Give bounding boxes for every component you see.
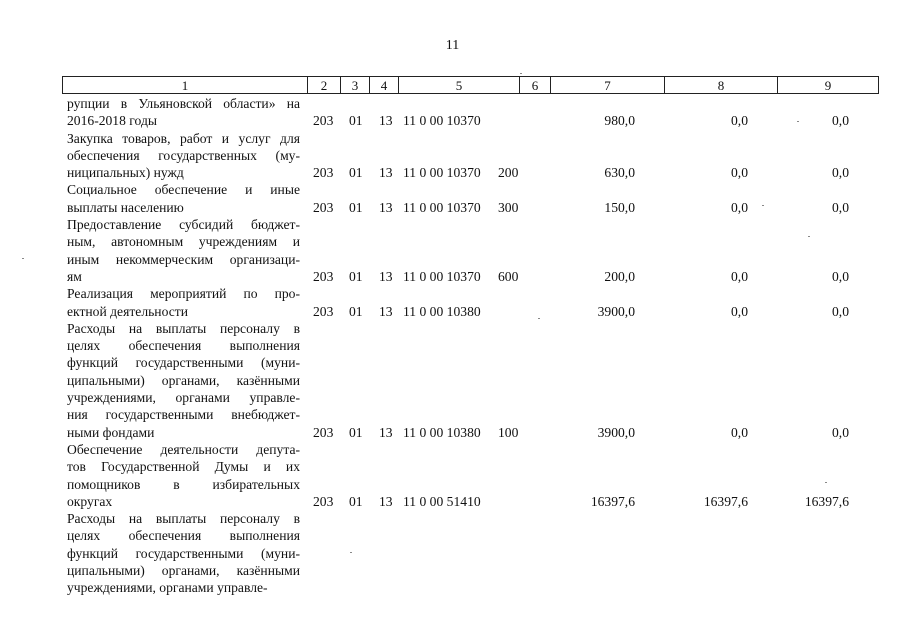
ministry-code: 203	[313, 199, 334, 215]
section-code: 01	[349, 493, 363, 509]
ministry-code: 203	[313, 113, 334, 129]
scan-speck	[808, 236, 810, 237]
description-line: Социальное обеспечение и иные	[67, 182, 300, 198]
target-article-code: 11 0 00 10370	[403, 268, 481, 284]
scan-speck	[350, 552, 352, 553]
section-code: 01	[349, 113, 363, 129]
amount-col-7: 200,0	[604, 268, 635, 284]
description-line: Закупка товаров, работ и услуг для	[67, 130, 300, 146]
description-line: ям	[67, 268, 82, 284]
subsection-code: 13	[379, 165, 393, 181]
amount-col-8: 0,0	[731, 303, 748, 319]
header-col-7: 7	[551, 77, 665, 94]
row-codes	[0, 424, 905, 441]
ministry-code: 203	[313, 493, 334, 509]
table-row	[0, 285, 905, 320]
expense-type-code: 600	[498, 268, 519, 284]
description-line: 2016-2018 годы	[67, 113, 157, 129]
header-col-9: 9	[778, 77, 879, 94]
row-codes	[0, 303, 905, 320]
subsection-code: 13	[379, 199, 393, 215]
expense-type-code: 200	[498, 165, 519, 181]
subsection-code: 13	[379, 493, 393, 509]
target-article-code: 11 0 00 10380	[403, 303, 481, 319]
description-line: обеспечения государственных (му-	[67, 147, 300, 163]
section-code: 01	[349, 303, 363, 319]
subsection-code: 13	[379, 424, 393, 440]
amount-col-7: 150,0	[604, 199, 635, 215]
scan-speck	[22, 258, 24, 259]
header-col-4: 4	[370, 77, 399, 94]
expense-type-code: 100	[498, 424, 519, 440]
amount-col-7: 16397,6	[590, 493, 635, 509]
amount-col-7: 3900,0	[597, 424, 635, 440]
amount-col-8: 16397,6	[703, 493, 748, 509]
section-code: 01	[349, 199, 363, 215]
budget-table-body	[0, 95, 905, 597]
row-codes	[0, 199, 905, 216]
amount-col-9: 0,0	[832, 268, 849, 284]
amount-col-7: 980,0	[604, 113, 635, 129]
table-row	[0, 130, 905, 182]
header-col-1: 1	[63, 77, 308, 94]
ministry-code: 203	[313, 303, 334, 319]
scan-speck	[520, 73, 522, 74]
ministry-code: 203	[313, 424, 334, 440]
header-col-6: 6	[520, 77, 551, 94]
scan-speck	[825, 482, 827, 483]
description-line: Реализация мероприятий по про-	[67, 286, 300, 302]
description-line: функций государственными (муни-	[67, 355, 300, 371]
table-row	[0, 320, 905, 441]
subsection-code: 13	[379, 303, 393, 319]
description-line: целях обеспечения выполнения	[67, 338, 300, 354]
amount-col-8: 0,0	[731, 424, 748, 440]
scan-speck	[797, 121, 799, 122]
target-article-code: 11 0 00 10380	[403, 424, 481, 440]
section-code: 01	[349, 424, 363, 440]
amount-col-8: 0,0	[731, 199, 748, 215]
description-line: ным, автономным учреждениям и	[67, 234, 300, 250]
description-line: функций государственными (муни-	[67, 545, 300, 561]
description-line: ципальными) органами, казёнными	[67, 563, 300, 579]
amount-col-9: 0,0	[832, 113, 849, 129]
amount-col-9: 0,0	[832, 424, 849, 440]
row-codes	[0, 493, 905, 510]
amount-col-9: 0,0	[832, 165, 849, 181]
amount-col-9: 16397,6	[804, 493, 849, 509]
row-codes	[0, 164, 905, 181]
amount-col-8: 0,0	[731, 165, 748, 181]
row-codes	[0, 268, 905, 285]
target-article-code: 11 0 00 51410	[403, 493, 481, 509]
header-col-2: 2	[308, 77, 341, 94]
header-col-8: 8	[665, 77, 778, 94]
page-number: 11	[445, 38, 460, 53]
table-row	[0, 441, 905, 510]
expense-type-code: 300	[498, 199, 519, 215]
subsection-code: 13	[379, 113, 393, 129]
table-row	[0, 216, 905, 285]
description-line: ния государственными внебюджет-	[67, 407, 300, 423]
description-line: округах	[67, 493, 113, 509]
column-number-header	[62, 76, 879, 94]
description-line: Обеспечение деятельности депута-	[67, 441, 300, 457]
amount-col-7: 630,0	[604, 165, 635, 181]
description-line: помощников в избирательных	[67, 476, 300, 492]
target-article-code: 11 0 00 10370	[403, 165, 481, 181]
description-line: Расходы на выплаты персоналу в	[67, 320, 300, 336]
description-line: целях обеспечения выполнения	[67, 528, 300, 544]
scan-speck	[538, 318, 540, 319]
description-line: ципальными) органами, казёнными	[67, 372, 300, 388]
description-line: выплаты населению	[67, 199, 184, 215]
amount-col-7: 3900,0	[597, 303, 635, 319]
table-row	[0, 510, 905, 596]
description-line: Предоставление субсидий бюджет-	[67, 217, 300, 233]
description-line: ными фондами	[67, 424, 155, 440]
description-line: Расходы на выплаты персоналу в	[67, 511, 300, 527]
table-row	[0, 95, 905, 130]
subsection-code: 13	[379, 268, 393, 284]
description-line: рупции в Ульяновской области» на	[67, 96, 300, 111]
scan-speck	[762, 205, 764, 206]
row-codes	[0, 579, 905, 596]
target-article-code: 11 0 00 10370	[403, 199, 481, 215]
section-code: 01	[349, 165, 363, 181]
description-line: учреждениями, органами управле-	[67, 390, 300, 406]
amount-col-8: 0,0	[731, 113, 748, 129]
description-line: учреждениями, органами управле-	[67, 580, 268, 596]
description-line: ниципальных) нужд	[67, 165, 184, 181]
header-col-5: 5	[399, 77, 520, 94]
section-code: 01	[349, 268, 363, 284]
ministry-code: 203	[313, 165, 334, 181]
amount-col-9: 0,0	[832, 199, 849, 215]
table-row	[0, 181, 905, 216]
target-article-code: 11 0 00 10370	[403, 113, 481, 129]
header-col-3: 3	[341, 77, 370, 94]
description-line: ектной деятельности	[67, 303, 188, 319]
amount-col-8: 0,0	[731, 268, 748, 284]
description-line: тов Государственной Думы и их	[67, 459, 300, 475]
row-codes	[0, 112, 905, 129]
description-line: иным некоммерческим организаци-	[67, 251, 300, 267]
amount-col-9: 0,0	[832, 303, 849, 319]
ministry-code: 203	[313, 268, 334, 284]
